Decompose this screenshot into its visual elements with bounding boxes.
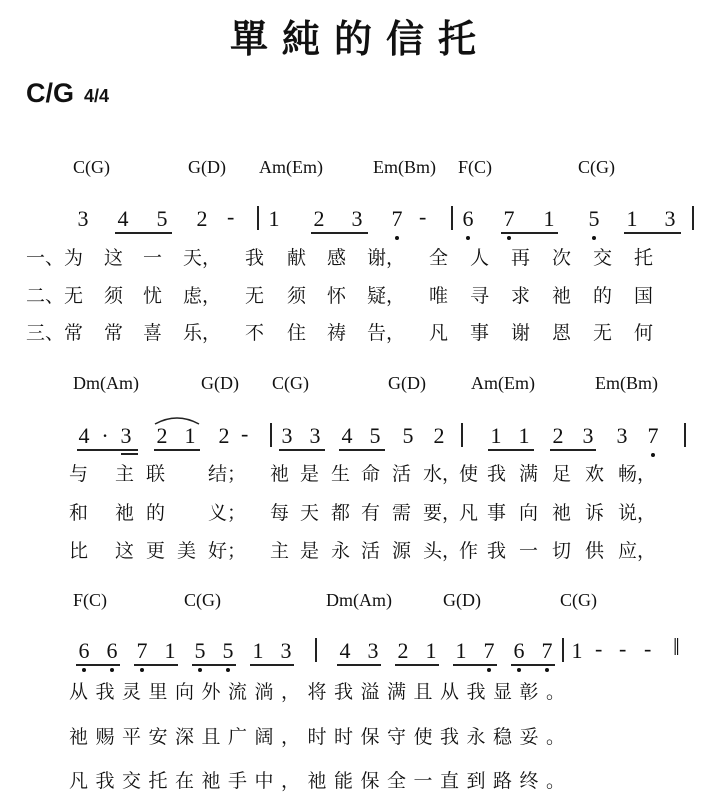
barline <box>684 423 686 447</box>
hold-dash: - <box>644 636 652 661</box>
note-low-octave: 7 <box>501 206 517 232</box>
chord: F(C) <box>73 590 108 610</box>
chord: G(D) <box>188 157 226 177</box>
lyric-line-verse-2: 二、无 须 忧 虑， 无 须 怀 疑， 唯 寻 求 祂 的 国 <box>26 285 654 307</box>
note: 1 <box>252 638 264 663</box>
note: 2 <box>196 206 208 231</box>
barline <box>451 206 453 230</box>
note: 1 <box>571 638 583 663</box>
note: 4 <box>78 423 90 448</box>
note: 1 <box>164 638 176 663</box>
chord: Dm(Am) <box>326 590 392 610</box>
time-signature: 4/4 <box>84 86 110 106</box>
lyric-line-verse-3: 比 这 更 美 好； 主 是 永 活 源 头，作 我 一 切 供 应， <box>69 540 657 562</box>
note: 2 <box>313 206 325 231</box>
note-low-octave: 6 <box>511 638 527 664</box>
chord: Am(Em) <box>471 373 535 393</box>
eighth-underline <box>488 449 534 451</box>
hold-dash: - <box>619 636 627 661</box>
lyric-line-verse-2: 和 祂 的 义； 每 天 都 有 需 要，凡 事 向 祂 诉 说， <box>69 502 657 524</box>
hold-dash: - <box>227 204 235 229</box>
note-low-octave: 5 <box>586 206 602 232</box>
note-low-octave: 7 <box>389 206 405 232</box>
eighth-underline <box>453 664 497 666</box>
barline <box>270 423 272 447</box>
eighth-underline <box>501 232 558 234</box>
eighth-underline <box>550 449 596 451</box>
note: 3 <box>351 206 363 231</box>
note: 5 <box>369 423 381 448</box>
hold-dash: - <box>419 204 427 229</box>
note: 3 <box>120 423 132 448</box>
note: 2 <box>397 638 409 663</box>
eighth-underline <box>154 449 200 451</box>
chord: F(C) <box>458 157 493 177</box>
note: 2 <box>433 423 445 448</box>
chord: C(G) <box>560 590 597 610</box>
note: 3 <box>280 638 292 663</box>
sixteenth-underline <box>121 453 138 455</box>
song-title: 單純的信托 <box>229 16 490 61</box>
note-low-octave: 7 <box>481 638 497 664</box>
note: 3 <box>281 423 293 448</box>
note-low-octave: 7 <box>134 638 150 664</box>
note: 2 <box>552 423 564 448</box>
chord: Em(Bm) <box>373 157 436 177</box>
hold-dash: - <box>241 421 249 446</box>
note-low-octave: 6 <box>104 638 120 664</box>
chord: C(G) <box>73 157 110 177</box>
note: 4 <box>339 638 351 663</box>
note: 3 <box>309 423 321 448</box>
note-low-octave: 5 <box>192 638 208 664</box>
note: 1 <box>543 206 555 231</box>
note: 2 <box>156 423 168 448</box>
chord: C(G) <box>184 590 221 610</box>
note: 1 <box>268 206 280 231</box>
chord: G(D) <box>388 373 426 393</box>
barline <box>692 206 694 230</box>
eighth-underline <box>76 664 120 666</box>
lyric-line-verse-1: 从我灵里向外流淌，将我溢满且从我显彰。 <box>69 681 573 703</box>
eighth-underline <box>77 449 138 451</box>
note: 3 <box>616 423 628 448</box>
eighth-underline <box>311 232 368 234</box>
eighth-underline <box>339 449 385 451</box>
hold-dash: - <box>595 636 603 661</box>
note-low-octave: 7 <box>539 638 555 664</box>
eighth-underline <box>250 664 294 666</box>
note-low-octave: 6 <box>460 206 476 232</box>
chord: Am(Em) <box>259 157 323 177</box>
dot-augmentation: · <box>101 423 109 448</box>
note: 1 <box>455 638 467 663</box>
note-low-octave: 5 <box>220 638 236 664</box>
lyric-line-verse-1: 一、为 这 一 天， 我 献 感 谢， 全 人 再 次 交 托 <box>26 247 654 269</box>
note: 3 <box>367 638 379 663</box>
note-low-octave: 7 <box>645 423 661 449</box>
eighth-underline <box>134 664 178 666</box>
eighth-underline <box>279 449 325 451</box>
note: 1 <box>425 638 437 663</box>
chord: Dm(Am) <box>73 373 139 393</box>
eighth-underline <box>395 664 439 666</box>
eighth-underline <box>511 664 555 666</box>
note: 1 <box>490 423 502 448</box>
note: 2 <box>218 423 230 448</box>
barline <box>562 638 564 662</box>
note: 3 <box>664 206 676 231</box>
eighth-underline <box>337 664 381 666</box>
eighth-underline <box>115 232 172 234</box>
barline <box>315 638 317 662</box>
note: 5 <box>156 206 168 231</box>
note-low-octave: 6 <box>76 638 92 664</box>
note: 1 <box>184 423 196 448</box>
chord: G(D) <box>443 590 481 610</box>
chord: Em(Bm) <box>595 373 658 393</box>
key-label: C/G <box>26 78 75 108</box>
key-signature <box>26 78 109 109</box>
note: 1 <box>626 206 638 231</box>
eighth-underline <box>624 232 681 234</box>
barline <box>257 206 259 230</box>
note: 5 <box>402 423 414 448</box>
note: 4 <box>117 206 129 231</box>
note: 3 <box>77 206 89 231</box>
chord: G(D) <box>201 373 239 393</box>
chord: C(G) <box>272 373 309 393</box>
chord: C(G) <box>578 157 615 177</box>
lyric-line-verse-2: 祂赐平安深且广阔，时时保守使我永稳妥。 <box>69 726 573 748</box>
note: 1 <box>518 423 530 448</box>
eighth-underline <box>192 664 236 666</box>
lyric-line-verse-3: 三、常 常 喜 乐， 不 住 祷 告， 凡 事 谢 恩 无 何 <box>26 322 654 344</box>
note: 4 <box>341 423 353 448</box>
note: 3 <box>582 423 594 448</box>
lyric-line-verse-3: 凡我交托在祂手中，祂能保全一直到路终。 <box>69 770 573 792</box>
lyric-line-verse-1: 与 主 联 结； 祂 是 生 命 活 水，使 我 满 足 欢 畅， <box>69 463 657 485</box>
barline <box>461 423 463 447</box>
final-barline: ‖ <box>673 635 680 661</box>
